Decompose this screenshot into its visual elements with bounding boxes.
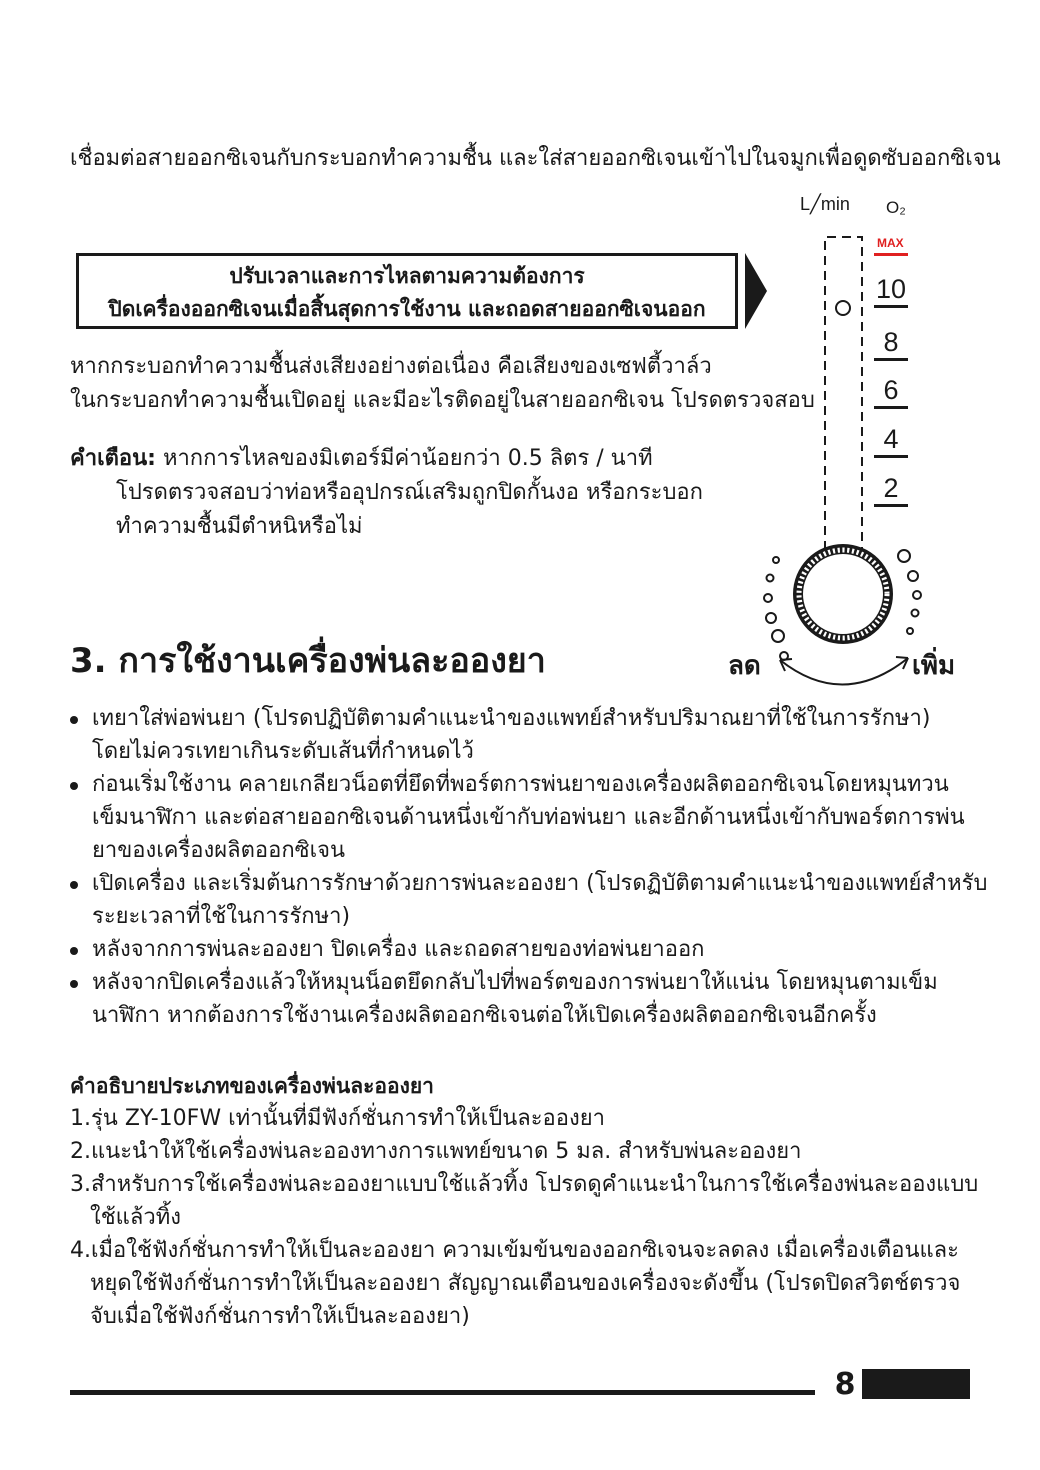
list-item [70, 867, 988, 933]
flow-tube [825, 237, 862, 550]
page-bar [862, 1369, 970, 1399]
scale-mark-4 [874, 455, 908, 458]
footer-rule [70, 1390, 815, 1395]
flow-knob-icon [793, 544, 893, 644]
scale-mark-8 [874, 358, 908, 361]
scale-mark-10 [874, 305, 908, 308]
instruction-list [70, 702, 988, 1032]
list-item-line: ระยะเวลาที่ใช้ในการรักษา) [92, 904, 351, 929]
warning-label: คำเตือน: [70, 446, 156, 471]
scale-label-10: 10 [875, 274, 907, 304]
list-item-line: หลังจากการพ่นละอองยา ปิดเครื่อง และถอดสายของท่อพ่นยาออก [92, 937, 705, 962]
warning-line-3: ทำความชื้นมีตำหนิหรือไม่ [116, 514, 363, 539]
description-title: คำอธิบายประเภทของเครื่องพ่นละอองยา [70, 1074, 434, 1098]
list-item-line: โดยไม่ควรเทยาเกินระดับเส้นที่กำหนดไว้ [92, 739, 474, 764]
decrease-dots [764, 557, 788, 660]
list-item-line: นาฬิกา หากต้องการใช้งานเครื่องผลิตออกซิเจนต่อให้เปิดเครื่องผลิตออกซิเจนอีกครั้ง [92, 1003, 877, 1028]
warning-line-1: หากการไหลของมิเตอร์มีค่าน้อยกว่า 0.5 ลิตร / นาที [162, 446, 653, 471]
list-item [70, 702, 980, 768]
boxed-instruction [76, 253, 738, 329]
flow-unit-label: L╱min [800, 194, 850, 214]
flowmeter-diagram [728, 180, 990, 700]
description-item-4: 4.เมื่อใช้ฟังก์ชั่นการทำให้เป็นละอองยา ความเข้มข้นของออกซิเจนจะลดลง เมื่อเครื่องเตือนและ [70, 1238, 959, 1263]
humidifier-note-line-1: หากกระบอกทำความชื้นส่งเสียงอย่างต่อเนื่อง คือเสียงของเซฟตี้วาล์ว [70, 354, 712, 379]
boxed-line-1: ปรับเวลาและการไหลตามความต้องการ [229, 264, 585, 288]
list-item-line: เข็มนาฬิกา และต่อสายออกซิเจนด้านหนึ่งเข้ากับท่อพ่นยา และอีกด้านหนึ่งเข้ากับพอร์ตการพ่น [92, 805, 965, 830]
list-item [70, 933, 980, 966]
humidifier-note [70, 350, 815, 418]
list-item-line: ก่อนเริ่มใช้งาน คลายเกลียวน็อตที่ยึดที่พอร์ตการพ่นยาของเครื่องผลิตออกซิเจนโดยหมุนทวน [92, 772, 949, 797]
description-item-4-cont: จับเมื่อใช้ฟังก์ชั่นการทำให้เป็นละอองยา) [90, 1304, 470, 1329]
list-item-line: เทยาใส่พ่อพ่นยา (โปรดปฏิบัติตามคำแนะนำของแพทย์สำหรับปริมาณยาที่ใช้ในการรักษา) [92, 706, 931, 731]
list-item [70, 768, 980, 867]
list-item-line: เปิดเครื่อง และเริ่มต้นการรักษาด้วยการพ่นละอองยา (โปรดฏิบัติตามคำแนะนำของแพทย์สำหรับ [92, 871, 988, 896]
flow-ball-icon [836, 301, 850, 315]
scale-label-6: 6 [883, 375, 899, 405]
rotation-arrow-icon [780, 658, 908, 685]
description-item-4-cont: หยุดใช้ฟังก์ชั่นการทำให้เป็นละอองยา สัญญาณเตือนของเครื่องจะดังขึ้น (โปรดปิดสวิตช์ตรวจ [90, 1271, 961, 1296]
list-item [70, 966, 980, 1032]
description-item-1: 1.รุ่น ZY-10FW เท่านั้นที่มีฟังก์ชั่นการทำให้เป็นละอองยา [70, 1106, 605, 1131]
description-item-2: 2.แนะนำให้ใช้เครื่องพ่นละอองทางการแพทย์ขนาด 5 มล. สำหรับพ่นละอองยา [70, 1139, 802, 1164]
warning-line-2: โปรดตรวจสอบว่าท่อหรืออุปกรณ์เสริมถูกปิดกั้นงอ หรือกระบอก [116, 480, 703, 505]
scale-mark-2 [874, 504, 908, 507]
intro-text: เชื่อมต่อสายออกซิเจนกับกระบอกทำความชื้น และใส่สายออกซิเจนเข้าไปในจมูกเพื่อดูดซับออกซิเจน [70, 146, 1001, 171]
description-list [70, 1102, 980, 1333]
max-label: MAX [877, 236, 904, 250]
scale-label-8: 8 [883, 327, 899, 357]
list-item-line: หลังจากปิดเครื่องแล้วให้หมุนน็อตยึดกลับไปที่พอร์ตของการพ่นยาให้แน่น โดยหมุนตามเข็ม [92, 970, 938, 995]
max-mark [874, 253, 908, 256]
warning-block [70, 442, 810, 544]
scale-mark-6 [874, 406, 908, 409]
humidifier-note-line-2: ในกระบอกทำความชื้นเปิดอยู่ และมีอะไรติดอยู่ในสายออกซิเจน โปรดตรวจสอบ [70, 388, 815, 413]
description-item-3-cont: ใช้แล้วทิ้ง [90, 1205, 181, 1230]
boxed-line-2: ปิดเครื่องออกซิเจนเมื่อสิ้นสุดการใช้งาน และถอดสายออกซิเจนออก [108, 297, 706, 321]
list-item-line: ยาของเครื่องผลิตออกซิเจน [92, 838, 346, 863]
increase-label: เพิ่ม [912, 650, 956, 680]
description-item-3: 3.สำหรับการใช้เครื่องพ่นละอองยาแบบใช้แล้วทิ้ง โปรดดูคำแนะนำในการใช้เครื่องพ่นละอองแบบ [70, 1172, 979, 1197]
decrease-label: ลด [728, 650, 761, 680]
section-title: 3. การใช้งานเครื่องพ่นละอองยา [70, 641, 546, 681]
page-number: 8 [834, 1367, 856, 1402]
scale-label-2: 2 [883, 473, 899, 503]
oxygen-label: O₂ [886, 198, 906, 217]
increase-dots [898, 550, 921, 634]
scale-label-4: 4 [883, 424, 899, 454]
